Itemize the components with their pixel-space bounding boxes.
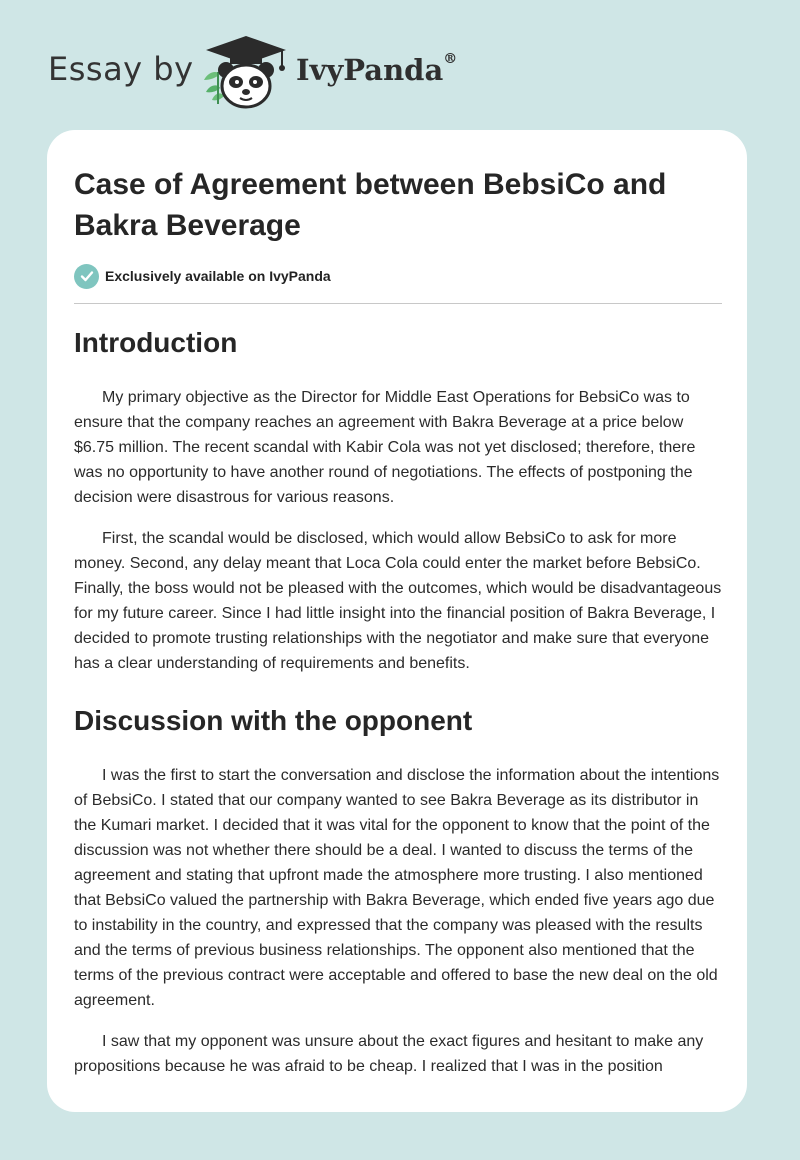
site-header: [0, 0, 800, 130]
essay-by-label: Essay by: [48, 50, 194, 88]
essay-card: [47, 130, 747, 1112]
paragraph: My primary objective as the Director for Middle East Operations for BebsiCo was to ensure that the company reaches an agreement with Bakra Beverage at a price below $6.75 million. The recent scandal with Kabir Cola was not yet disclosed; therefore, there was no opportunity to have another round of negotiations. The effects of postponing the decision were disastrous for various reasons.: [74, 389, 696, 506]
divider: [74, 303, 722, 304]
page-title: Case of Agreement between BebsiCo and Bakra Beverage: [74, 168, 667, 242]
badge-label: Exclusively available on IvyPanda: [105, 268, 331, 284]
brand-name[interactable]: [296, 53, 457, 87]
registered-mark: ®: [443, 51, 458, 68]
brand-text: IvyPanda: [296, 53, 444, 87]
exclusive-badge: [74, 263, 331, 289]
paragraph: I was the first to start the conversation and disclose the information about the intentions of BebsiCo. I stated that our company wanted to see Bakra Beverage as its distributor in the Kumari market. I decided that it was vital for the opponent to know that the point of the discussion was not whether there should be a deal. I wanted to discuss the terms of the agreement and stating that upfront made the atmosphere more trusting. I also mentioned that BebsiCo valued the partnership with Bakra Beverage, which ended five years ago due to instability in the country, and expressed that the company was pleased with the results and the terms of previous business relationships. The opponent also mentioned that the terms of the previous contract were acceptable and offered to base the new deal on the old agreement.: [74, 767, 720, 1009]
paragraph: First, the scandal would be disclosed, which would allow BebsiCo to ask for more money. Second, any delay meant that Loca Cola could enter the market before BebsiCo. Finally, the boss would not be pleased with the outcomes, which would be disadvantageous for my future career. Since I had little insight into the financial position of Bakra Beverage, I decided to promote trusting relationships with the negotiator and make sure that everyone has a clear understanding of requirements and benefits.: [74, 530, 722, 672]
section-heading-introduction: Introduction: [74, 327, 238, 358]
check-circle-icon: [74, 264, 99, 289]
paragraph: I saw that my opponent was unsure about the exact figures and hesitant to make any propositions because he was afraid to be cheap. I realized that I was in the position: [74, 1033, 704, 1075]
panda-logo-icon[interactable]: [198, 34, 294, 110]
section-heading-discussion: Discussion with the opponent: [74, 705, 473, 736]
essay-body: [74, 323, 724, 1079]
